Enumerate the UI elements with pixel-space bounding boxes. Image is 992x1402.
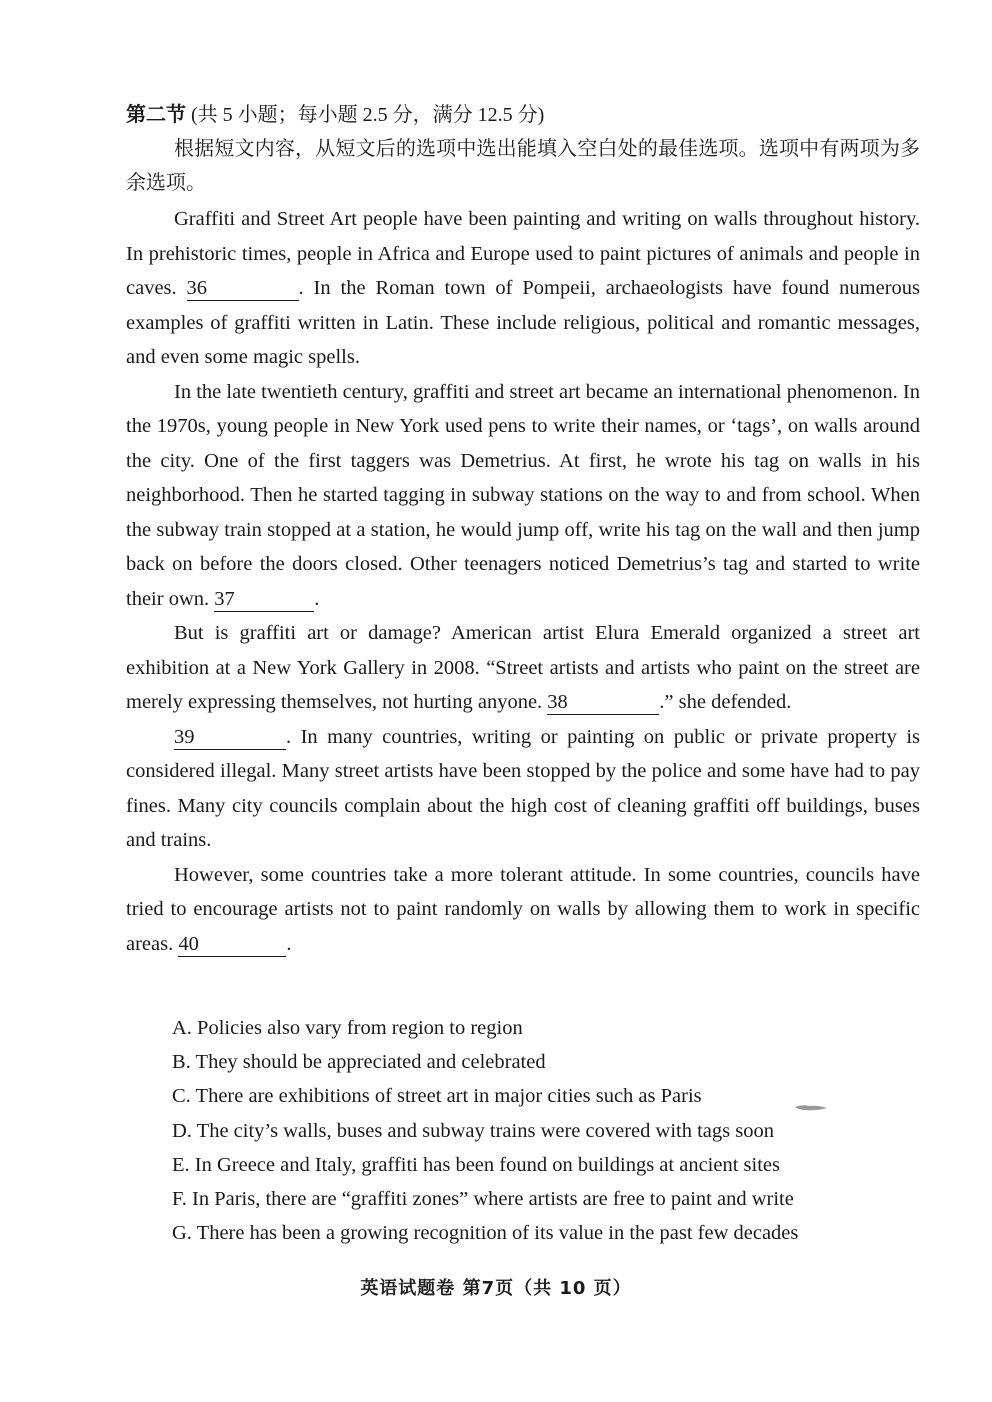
option-e: E. In Greece and Italy, graffiti has been found on buildings at ancient sites: [172, 1153, 780, 1176]
p3-text-a: But is graffiti art or damage? American artist Elura Emerald organized a street art exhibition at a New York Gallery in 2008. “Street artists and artists who paint on the street are merely expressing themselves, not hurting anyone.: [126, 622, 920, 713]
section-title: 第二节: [126, 104, 186, 126]
option-g: G. There has been a growing recognition of its value in the past few decades: [172, 1222, 799, 1245]
blank-39: 39: [174, 725, 286, 750]
option-b: B. They should be appreciated and celebrated: [172, 1051, 546, 1074]
section-instruction: 根据短文内容，从短文后的选项中选出能填入空白处的最佳选项。选项中有两项为多余选项。: [126, 138, 920, 194]
option-c: C. There are exhibitions of street art in major cities such as Paris: [172, 1085, 702, 1108]
passage-paragraph-5: [126, 858, 920, 962]
p1-text-a: Graffiti and Street Art people have been painting and writing on walls throughout history. In prehistoric times, people in Africa and Europe used to paint pictures of animals and people in caves.: [126, 208, 920, 299]
option-a: A. Policies also vary from region to region: [172, 1017, 523, 1039]
section-header: [126, 98, 920, 132]
blank-36: 36: [187, 276, 299, 301]
page-footer: 英语试题卷 第7页（共 10 页）: [360, 1278, 632, 1299]
blank-40: 40: [178, 932, 286, 957]
option-d: D. The city’s walls, buses and subway trains were covered with tags soon: [172, 1119, 774, 1142]
p2-text-b: .: [314, 587, 320, 610]
p1-text-b: . In the Roman town of Pompeii, archaeologists have found numerous examples of graffiti written in Latin. These include religious, political and romantic messages, and even some magic spells.: [126, 277, 921, 368]
p4-text-b: . In many countries, writing or painting on public or private property is considered illegal. Many street artists have been stopped by the police and some have had to pay fines. Many city councils complain about the high cost of cleaning graffiti off buildings, buses and trains.: [126, 725, 920, 851]
passage-paragraph-4: [126, 720, 920, 858]
option-f: F. In Paris, there are “graffiti zones” where artists are free to paint and write: [172, 1188, 794, 1211]
ink-smudge-mark: [794, 1104, 828, 1112]
blank-37: 37: [214, 587, 314, 612]
p2-text-a: In the late twentieth century, graffiti and street art became an international phenomenon. In the 1970s, young people in New York used pens to write their names, or ‘tags’, on walls around the city. One of the first taggers was Demetrius. At first, he wrote his tag on walls in his neighborhood. Then he started tagging in subway stations on the way to and from school. When the subway train stopped at a station, he would jump off, write his tag on the wall and then jump back on before the doors closed. Other teenagers noticed Demetrius’s tag and started to write their own.: [126, 380, 920, 610]
blank-38: 38: [547, 690, 659, 715]
exam-content: [126, 98, 920, 1250]
passage-paragraph-3: [126, 616, 920, 720]
section-meta: (共 5 小题；每小题 2.5 分，满分 12.5 分): [191, 104, 545, 126]
answer-options: [126, 1011, 920, 1250]
p5-text-a: However, some countries take a more tolerant attitude. In some countries, councils have tried to encourage artists not to paint randomly on walls by allowing them to work in specific areas.: [126, 863, 920, 955]
passage-paragraph-2: [126, 375, 920, 617]
p5-text-b: .: [286, 932, 292, 955]
p3-text-b: .” she defended.: [659, 691, 792, 713]
passage-paragraph-1: [126, 202, 920, 375]
